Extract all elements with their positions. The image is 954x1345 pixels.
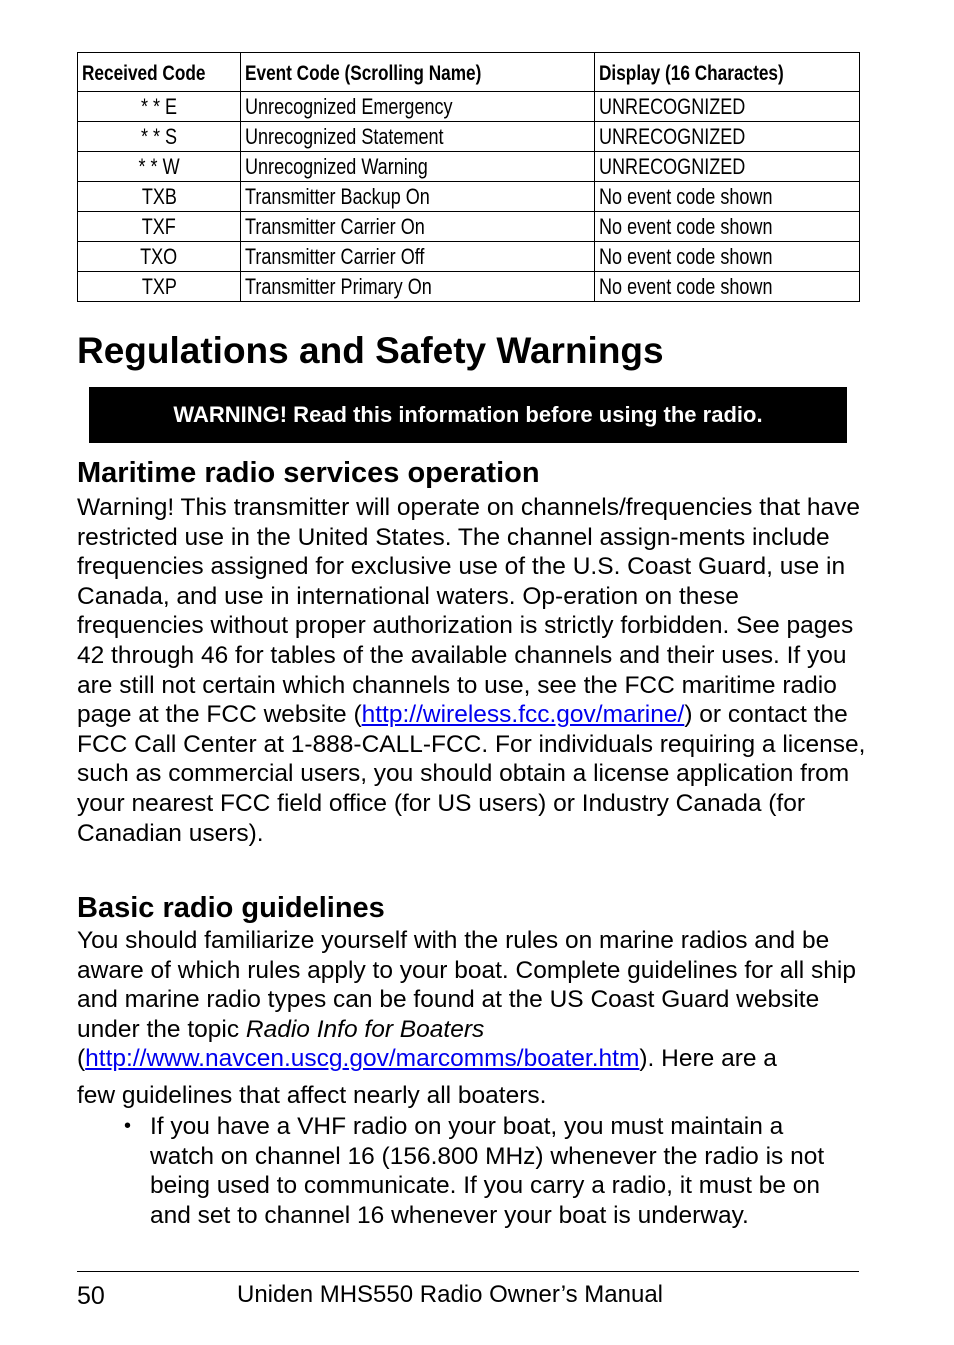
table-row: TXO Transmitter Carrier Off No event code shown <box>78 242 860 272</box>
basic-guidelines-paragraph: You should familiarize yourself with the rules on marine radios and be aware of which rules apply to your boat. Complete guidelines for all ship and marine radio types can be found at the US Coast Guard website under the topic Radio Info for Boaters (http://www.navcen.uscg.gov/marcomms/boater.htm). Here are a <box>77 927 856 1073</box>
guidelines-list <box>77 1112 837 1230</box>
footer-divider <box>77 1271 859 1272</box>
table-row: * * E Unrecognized Emergency UNRECOGNIZED <box>78 92 860 122</box>
table-header-row <box>78 53 860 92</box>
manual-page <box>77 52 866 1310</box>
page-number: 50 <box>77 1282 105 1310</box>
table-row: TXP Transmitter Primary On No event code shown <box>78 272 860 302</box>
warning-banner: WARNING! Read this information before using the radio. <box>89 387 847 443</box>
uscg-website-link[interactable]: http://www.navcen.uscg.gov/marcomms/boater.htm <box>85 1045 640 1073</box>
maritime-paragraph: Warning! This transmitter will operate on channels/frequencies that have restricted use in the United States. The channel assign-ments include frequencies assigned for exclusive use of the U.S. Coast Guard, use in Canada, and use in international waters. Op-eration on these frequencies without proper authorization is strictly forbidden. See pages 42 through 46 for tables of the available channels and their uses. If you are still not certain which channels to use, see the FCC maritime radio page at the FCC website (http://wireless.fcc.gov/marine/) or contact the FCC Call Center at 1-888-CALL-FCC. For individuals requiring a license, such as commercial users, you should obtain a license application from your nearest FCC field office (for US users) or Industry Canada (for Canadian users). <box>77 494 866 847</box>
header-received-code: Received Code <box>78 53 241 92</box>
table-row: * * S Unrecognized Statement UNRECOGNIZED <box>78 122 860 152</box>
event-code-table <box>77 52 860 302</box>
section-title: Regulations and Safety Warnings <box>77 330 664 371</box>
table-row: * * W Unrecognized Warning UNRECOGNIZED <box>78 152 860 182</box>
list-item: • If you have a VHF radio on your boat, you must maintain a watch on channel 16 (156.800 MHz) whenever the radio is not being used to communicate. If you carry a radio, it must be on and set to channel 16 whenever your boat is underway. <box>124 1113 825 1229</box>
table-row: TXF Transmitter Carrier On No event code shown <box>78 212 860 242</box>
maritime-heading: Maritime radio services operation <box>77 457 540 489</box>
table-row: TXB Transmitter Backup On No event code shown <box>78 182 860 212</box>
basic-guidelines-heading: Basic radio guidelines <box>77 892 385 924</box>
header-display: Display (16 Charactes) <box>595 53 860 92</box>
bullet-icon: • <box>124 1115 132 1137</box>
header-event-code: Event Code (Scrolling Name) <box>241 53 595 92</box>
radio-info-topic: Radio Info for Boaters <box>245 1015 485 1043</box>
footer-title: Uniden MHS550 Radio Owner’s Manual <box>237 1281 663 1308</box>
basic-guidelines-continuation: few guidelines that affect nearly all boaters. <box>77 1082 547 1109</box>
fcc-website-link[interactable]: http://wireless.fcc.gov/marine/ <box>361 701 685 729</box>
